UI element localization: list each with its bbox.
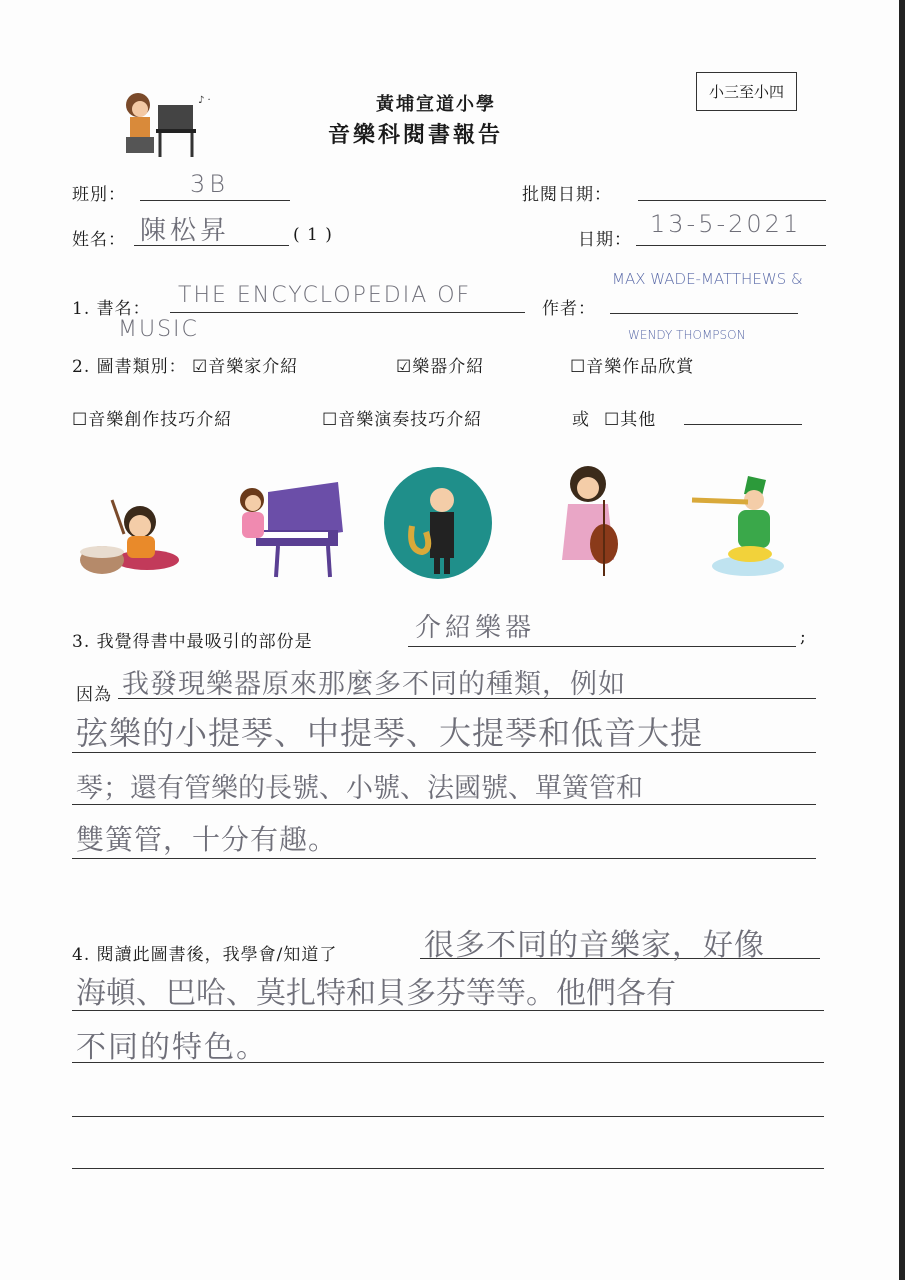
name-value: 陳松昇 [140, 216, 231, 246]
number-value: ( 1 ) [293, 225, 333, 245]
q4-line3: 不同的特色。 [76, 1030, 268, 1065]
book-title-line1: THE ENCYCLOPEDIA OF [178, 283, 472, 308]
author-label: 作者： [542, 299, 596, 319]
q1-label: 1. 書名： [72, 299, 151, 319]
author-line1: MAX WADE-MATTHEWS & [612, 270, 803, 288]
q2-label: 2. 圖書類別： [72, 357, 187, 377]
category-musicians[interactable]: ☑音樂家介紹 [192, 357, 299, 377]
q4-line1: 很多不同的音樂家，好像 [424, 928, 765, 963]
q3-line4: 雙簧管，十分有趣。 [76, 823, 338, 856]
date-label: 日期： [578, 230, 632, 250]
category-performance[interactable]: ☐音樂演奏技巧介紹 [322, 410, 483, 430]
drummer-illustration [72, 490, 182, 580]
scan-edge [899, 0, 905, 1280]
q3-line2: 弦樂的小提琴、中提琴、大提琴和低音大提 [76, 714, 704, 752]
category-instruments[interactable]: ☑樂器介紹 [396, 357, 485, 377]
q3-line3: 琴；還有管樂的長號、小號、法國號、單簧管和 [76, 773, 643, 804]
flute-player-illustration [688, 466, 788, 578]
report-title: 音樂科閱書報告 [328, 122, 504, 148]
school-name: 黃埔宣道小學 [376, 94, 496, 115]
class-label: 班別： [72, 185, 126, 205]
cellist-illustration [548, 460, 634, 578]
pianist-illustration [118, 85, 218, 165]
q4-line2: 海頓、巴哈、莫扎特和貝多芬等等。他們各有 [76, 976, 676, 1011]
category-works[interactable]: ☐音樂作品欣賞 [570, 357, 695, 377]
class-value: 3B [190, 170, 229, 198]
q3-label: 3. 我覺得書中最吸引的部份是 [72, 632, 313, 652]
name-label: 姓名： [72, 230, 126, 250]
q4-label: 4. 閱讀此圖書後，我學會/知道了 [72, 945, 338, 965]
q3-semicolon: ; [800, 627, 807, 647]
category-composition[interactable]: ☐音樂創作技巧介紹 [72, 410, 233, 430]
svg-text:♪ ·: ♪ · [198, 95, 211, 106]
q3-answer: 介紹樂器 [415, 613, 536, 643]
author-line2: WENDY THOMPSON [628, 328, 746, 342]
book-title-line2: MUSIC [118, 317, 199, 342]
date-value: 13-5-2021 [650, 210, 802, 238]
saxophone-illustration [382, 466, 494, 580]
q3-line1: 我發現樂器原來那麼多不同的種類，例如 [122, 669, 626, 700]
category-other[interactable]: ☐其他 [604, 410, 657, 430]
level-badge: 小三至小四 [696, 72, 797, 111]
or-label: 或 [572, 410, 590, 430]
review-date-label: 批閱日期： [522, 185, 612, 205]
piano-girl-illustration [228, 472, 346, 584]
because-label: 因為 [76, 685, 112, 705]
